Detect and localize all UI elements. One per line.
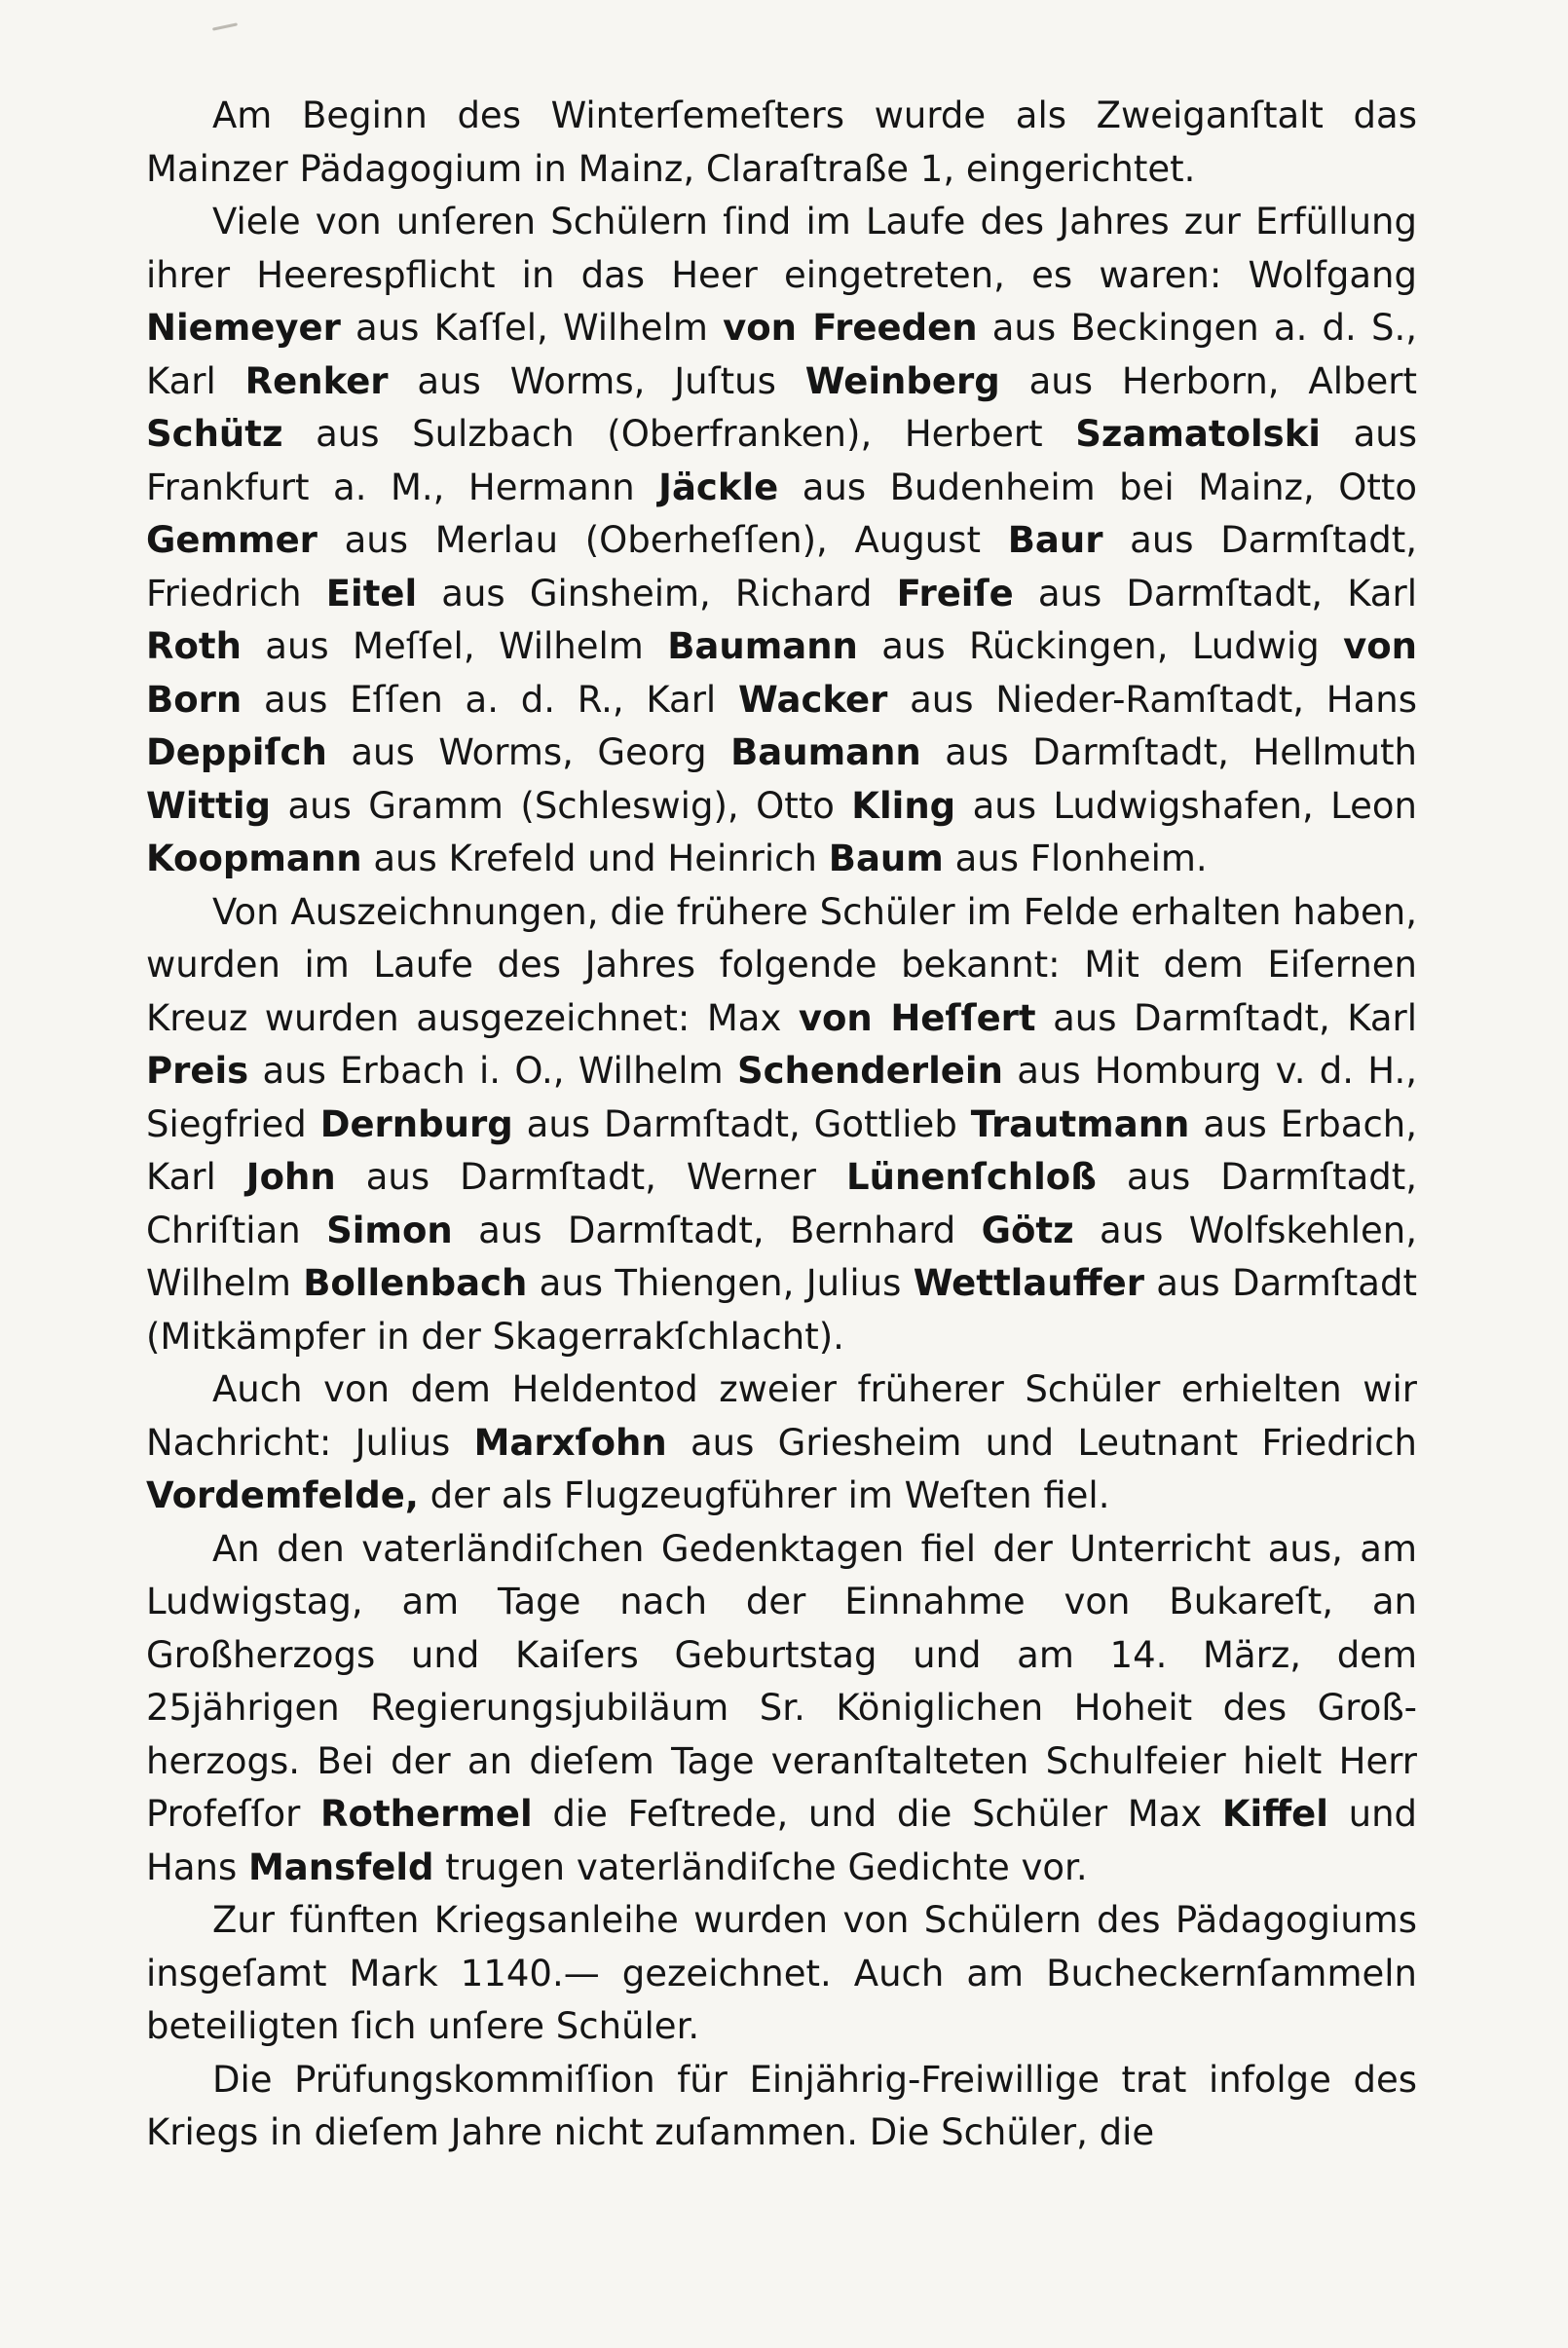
bold-name: Vordemfelde, xyxy=(146,1474,419,1516)
text-run: aus Erbach, Karl xyxy=(146,1102,1417,1198)
paragraph-p7 xyxy=(146,2054,1417,2160)
bold-name: Mansfeld xyxy=(247,1845,434,1888)
text-run: aus Gramm (Schleswig), Otto xyxy=(271,784,852,827)
bold-name: Baur xyxy=(1007,519,1103,561)
text-run: An den vaterländiſchen Gedenktagen fiel der Unterricht aus, am Ludwigstag, am Tage nach der Einnahme von Bukareſt, an Großherzogs und Kaiſers Geburtstag und am 14. März, dem 25jährigen Regierungsjubiläum Sr. Königlichen Hoheit des Großherzogs. Bei der an dieſem Tage veranſtalteten Schulfeier hielt Herr Profeſſor xyxy=(146,1527,1417,1835)
bold-name: Götz xyxy=(981,1209,1074,1251)
bold-name: Bollenbach xyxy=(303,1262,528,1304)
bold-name: Wittig xyxy=(146,784,272,827)
text-run: aus Darmſtadt, Friedrich xyxy=(146,519,1417,615)
text-run: aus Rückingen, Ludwig xyxy=(857,625,1344,667)
text-run: aus Darmſtadt, Chriſtian xyxy=(146,1156,1417,1251)
text-run: aus Nieder-Ramſtadt, Hans xyxy=(887,678,1417,721)
text-run: aus Wolfskehlen, Wilhelm xyxy=(146,1209,1417,1304)
text-run: aus Darmſtadt (Mitkämpfer in der Skagerrakſchlacht). xyxy=(146,1262,1417,1358)
bold-name: Niemeyer xyxy=(146,307,341,349)
text-run: aus Merlau (Oberheſſen), August xyxy=(317,519,1008,561)
text-run: aus Meſſel, Wilhelm xyxy=(241,625,668,667)
text-run: trugen vaterländiſche Gedichte vor. xyxy=(433,1845,1088,1888)
text-run: aus Herborn, Albert xyxy=(999,359,1417,402)
text-run: aus Worms, Juſtus xyxy=(388,359,805,402)
bold-name: Weinberg xyxy=(804,359,1000,402)
text-run: aus Erbach i. O., Wilhelm xyxy=(248,1050,737,1092)
bold-name: Marxſohn xyxy=(473,1421,667,1464)
paragraph-p1 xyxy=(146,90,1417,196)
bold-name: Rothermel xyxy=(320,1793,533,1835)
paragraph-p2 xyxy=(146,196,1417,886)
bold-name: Gemmer xyxy=(146,519,317,561)
text-run: aus Ludwigshafen, Leon xyxy=(955,784,1417,827)
bold-name: Koopmann xyxy=(146,838,362,879)
text-run: aus Homburg v. d. H., Siegfried xyxy=(146,1050,1417,1145)
bold-name: Schenderlein xyxy=(736,1050,1003,1092)
text-run: aus Flonheim. xyxy=(943,838,1208,879)
text-run: aus Ginsheim, Richard xyxy=(417,572,897,615)
bold-name: von Born xyxy=(146,625,1417,721)
bold-name: Kiffel xyxy=(1221,1793,1328,1835)
bold-name: Freiſe xyxy=(896,572,1014,615)
bold-name: Simon xyxy=(326,1209,453,1251)
text-run: aus Griesheim und Leutnant Friedrich xyxy=(666,1421,1418,1464)
text-run: Zur fünften Kriegsanleihe wurden von Schülern des Pädagogiums insgeſamt Mark 1140.— gezeichnet. Auch am Bucheckernſammeln beteiligten ſich unſere Schüler. xyxy=(146,1899,1417,2047)
bold-name: Roth xyxy=(146,625,242,667)
text-run: aus Thiengen, Julius xyxy=(527,1262,914,1304)
paragraph-p3 xyxy=(146,886,1417,1364)
bold-name: Dernburg xyxy=(319,1102,513,1145)
text-run: Am Beginn des Winterſemeſters wurde als Zweiganſtalt das Mainzer Pädagogium in Mainz, Claraſtraße 1, eingerichtet. xyxy=(146,94,1417,190)
bold-name: Preis xyxy=(146,1050,249,1092)
text-run: Auch von dem Heldentod zweier früherer Schüler erhielten wir Nachricht: Julius xyxy=(146,1368,1417,1464)
text-run: Von Auszeichnungen, die frühere Schüler im Felde erhalten haben, wurden im Laufe des Jahres folgende bekannt: Mit dem Eiſernen Kreuz wurden ausgezeichnet: Max xyxy=(146,890,1417,1039)
text-run: aus Krefeld und Heinrich xyxy=(361,838,829,879)
text-run: aus Darmſtadt, Werner xyxy=(335,1156,847,1198)
bold-name: Schütz xyxy=(146,413,283,455)
bold-name: John xyxy=(245,1156,336,1198)
bold-name: Wacker xyxy=(737,678,888,721)
bold-name: Baumann xyxy=(730,731,921,773)
text-run: aus Sulzbach (Oberfranken), Herbert xyxy=(282,413,1076,455)
bold-name: Lünenſchloß xyxy=(846,1156,1097,1198)
bold-name: Trautmann xyxy=(970,1102,1190,1145)
bold-name: Kling xyxy=(851,784,956,827)
text-run: aus Darmſtadt, Karl xyxy=(1035,996,1417,1039)
bold-name: von Freeden xyxy=(723,307,978,349)
bold-name: Baumann xyxy=(667,625,858,667)
bold-name: Baum xyxy=(828,838,944,879)
text-run: Die Prüfungskommiſſion für Einjährig-Freiwillige trat infolge des Kriegs in dieſem Jahre nicht zuſammen. Die Schüler, die xyxy=(146,2058,1417,2153)
text-run: aus Budenheim bei Mainz, Otto xyxy=(778,466,1417,508)
text-run: Viele von unſeren Schülern ſind im Laufe des Jahres zur Erfüllung ihrer Heerespflicht in das Heer eingetreten, es waren: Wolfgang xyxy=(146,201,1417,296)
text-run: der als Flugzeugführer im Weſten fiel. xyxy=(418,1474,1110,1516)
text-run: aus Eſſen a. d. R., Karl xyxy=(242,678,738,721)
bold-name: Renker xyxy=(244,359,389,402)
body-text xyxy=(146,90,1417,2160)
text-run: aus Darmſtadt, Hellmuth xyxy=(920,731,1418,773)
text-run: die Feſtrede, und die Schüler Max xyxy=(532,1793,1222,1835)
bold-name: Jäckle xyxy=(658,466,779,508)
text-run: aus Darmſtadt, Gottlieb xyxy=(512,1102,971,1145)
text-run: aus Beckingen a. d. S., Karl xyxy=(146,307,1417,402)
text-run: aus Darmſtadt, Bernhard xyxy=(452,1209,982,1251)
bold-name: Szamatolski xyxy=(1075,413,1321,455)
paragraph-p6 xyxy=(146,1894,1417,2054)
text-run: aus Frankfurt a. M., Hermann xyxy=(146,413,1417,508)
paragraph-p5 xyxy=(146,1523,1417,1895)
text-run: aus Worms, Georg xyxy=(326,731,731,773)
paper-blemish xyxy=(212,22,238,30)
text-run: aus Kaſſel, Wilhelm xyxy=(340,307,724,349)
text-run: und Hans xyxy=(146,1793,1418,1888)
text-run: aus Darmſtadt, Karl xyxy=(1013,572,1417,615)
bold-name: Eitel xyxy=(325,572,418,615)
paragraph-p4 xyxy=(146,1363,1417,1523)
bold-name: Wettlauffer xyxy=(913,1262,1144,1304)
bold-name: Deppiſch xyxy=(146,731,327,773)
bold-name: von Heſſert xyxy=(798,996,1036,1039)
